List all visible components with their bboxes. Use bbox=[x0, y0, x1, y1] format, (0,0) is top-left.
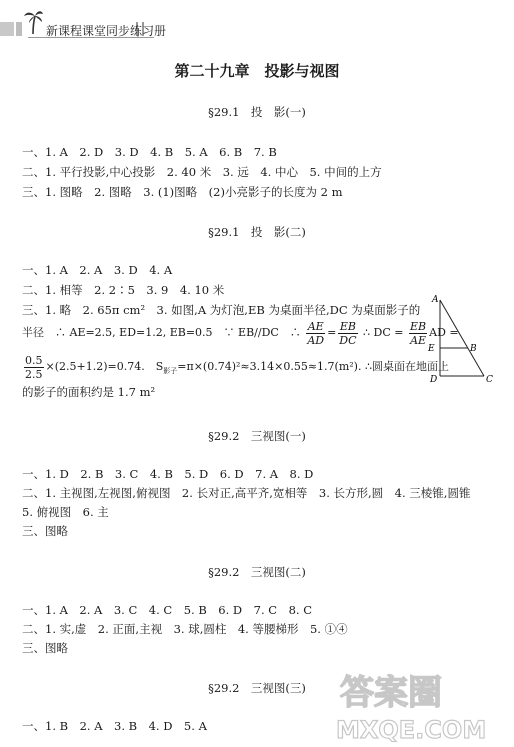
text-run: ×(2.5+1.2)=0.74. S bbox=[45, 360, 164, 373]
fraction-denominator: AE bbox=[410, 333, 427, 347]
text-run: 半径 ∴ AE=2.5, ED=1.2, EB=0.5 ∵ EB//DC ∴ bbox=[22, 326, 301, 339]
segment-AC bbox=[440, 300, 484, 376]
answer-line: 二、1. 主视图,左视图,俯视图 2. 长对正,高平齐,宽相等 3. 长方形,圆 4. 三棱锥,圆锥 bbox=[22, 486, 471, 500]
point-label: D bbox=[430, 375, 438, 384]
text-run: AD = bbox=[429, 326, 459, 339]
fraction-denominator: DC bbox=[339, 333, 357, 347]
answer-line: 三、1. 略 2. 65π cm² 3. 如图,A 为灯泡,EB 为桌面半径,DC 为桌面影子的 bbox=[22, 303, 421, 317]
fraction-numerator: AE bbox=[307, 319, 324, 333]
section-heading: §29.2 三视图(一) bbox=[208, 429, 306, 443]
watermark-text: 答案圈 bbox=[340, 673, 442, 713]
equals-sign: = bbox=[327, 326, 337, 339]
answer-line: 一、1. A 2. A 3. C 4. C 5. B 6. D 7. C 8. C bbox=[22, 603, 312, 617]
fraction bbox=[338, 320, 357, 347]
answer-line: 三、图略 bbox=[22, 641, 68, 655]
section-heading: §29.1 投 影(一) bbox=[208, 105, 306, 119]
answer-line: 二、1. 相等 2. 2∶5 3. 9 4. 10 米 bbox=[22, 283, 225, 297]
answer-line: 一、1. A 2. D 3. D 4. B 5. A 6. B 7. B bbox=[22, 145, 277, 159]
answer-line: 5. 俯视图 6. 主 bbox=[22, 505, 109, 519]
palm-tree-icon bbox=[22, 8, 44, 34]
answer-line: 二、1. 实,虚 2. 正面,主视 3. 球,圆柱 4. 等腰梯形 5. ①④ bbox=[22, 622, 348, 636]
answer-line: 的影子的面积约是 1.7 m² bbox=[22, 385, 156, 399]
subscript: 影子 bbox=[163, 367, 178, 376]
fraction-denominator: AD bbox=[307, 333, 325, 347]
chapter-title: 第二十九章 投影与视图 bbox=[174, 62, 340, 80]
fraction bbox=[24, 354, 44, 381]
answer-line-math bbox=[22, 352, 449, 386]
answer-line: 一、1. D 2. B 3. C 4. B 5. D 6. D 7. A 8. D bbox=[22, 467, 314, 481]
header-title: 新课程课堂同步练习册 bbox=[46, 24, 167, 38]
fraction-denominator: 2.5 bbox=[25, 367, 43, 381]
fraction bbox=[409, 320, 427, 347]
section-heading: §29.2 三视图(二) bbox=[208, 565, 306, 579]
answer-line: 一、1. A 2. A 3. D 4. A bbox=[22, 263, 173, 277]
similar-triangles-figure bbox=[426, 292, 496, 384]
answer-line-math bbox=[22, 318, 459, 348]
watermark-logo bbox=[332, 664, 502, 744]
answer-line: 三、1. 图略 2. 图略 3. (1)图略 (2)小亮影子的长度为 2 m bbox=[22, 185, 343, 199]
watermark-url: MXQE.COM bbox=[336, 716, 487, 744]
point-label: A bbox=[432, 295, 439, 305]
text-run: =π×(0.74)²≈3.14×0.55≈1.7(m²). ∴圆桌面在地面上 bbox=[177, 360, 449, 373]
fraction bbox=[306, 320, 325, 347]
header-block bbox=[0, 22, 14, 36]
point-label: B bbox=[470, 344, 477, 354]
point-label: C bbox=[486, 375, 493, 384]
answer-line: 二、1. 平行投影,中心投影 2. 40 米 3. 远 4. 中心 5. 中间的上方 bbox=[22, 165, 382, 179]
section-heading: §29.1 投 影(二) bbox=[208, 225, 306, 239]
fraction-numerator: 0.5 bbox=[25, 353, 43, 367]
answer-line: 一、1. B 2. A 3. B 4. D 5. A bbox=[22, 719, 207, 733]
fraction-numerator: EB bbox=[339, 319, 356, 333]
text-run: ∴ DC = bbox=[363, 326, 404, 339]
point-label: E bbox=[428, 344, 435, 354]
fraction-numerator: EB bbox=[410, 319, 427, 333]
answer-line: 三、图略 bbox=[22, 524, 68, 538]
section-heading: §29.2 三视图(三) bbox=[208, 681, 306, 695]
